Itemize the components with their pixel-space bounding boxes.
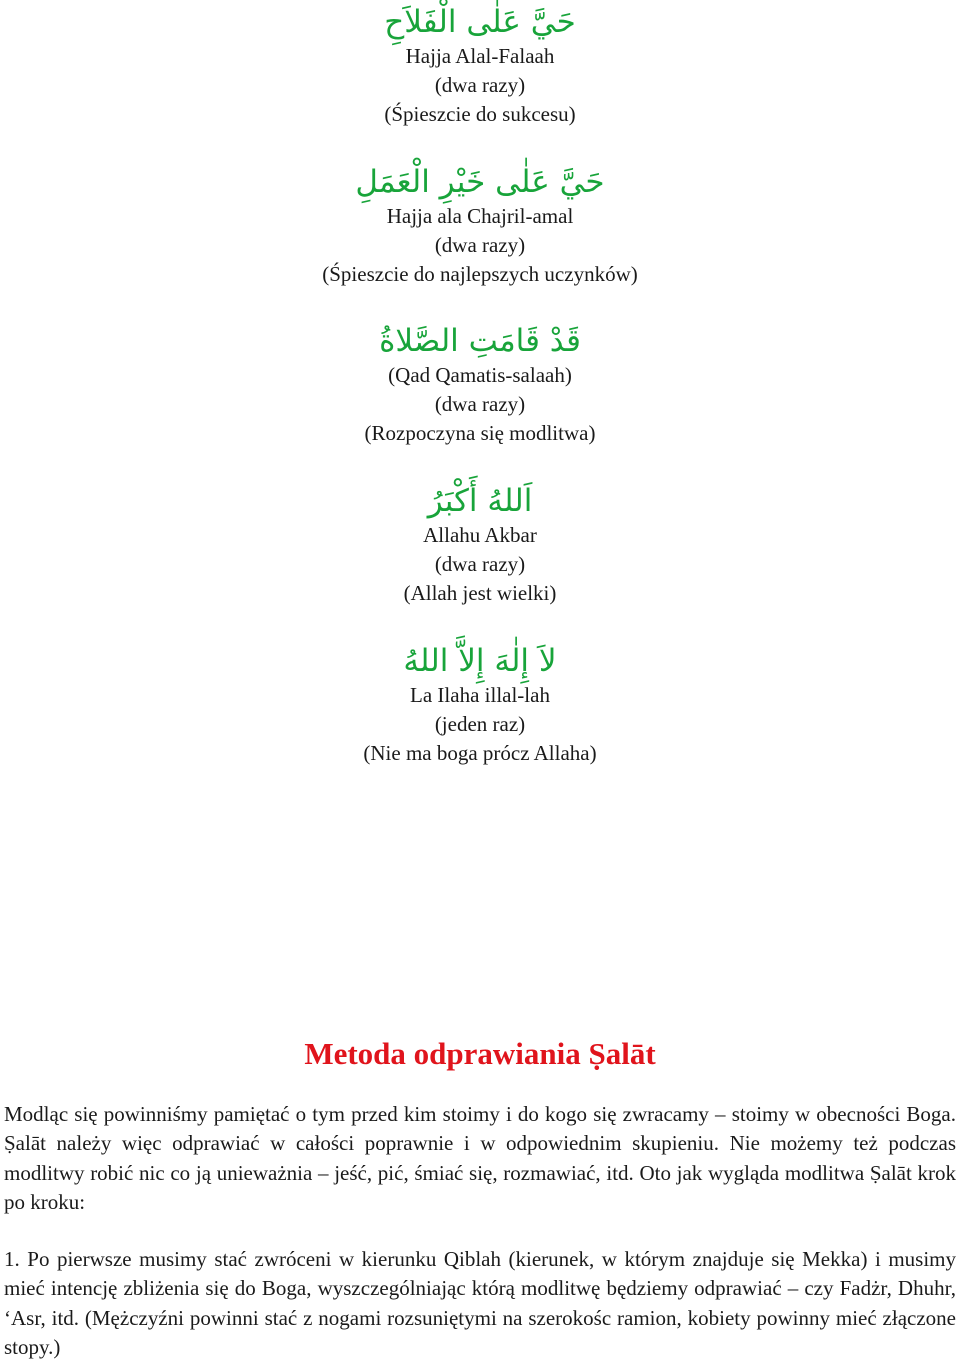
transliteration: Hajja Alal-Falaah: [405, 44, 555, 68]
translation: (Rozpoczyna się modlitwa): [364, 421, 596, 445]
repeat-note: (dwa razy): [434, 73, 526, 97]
adhan-phrase-1: [0, 2, 960, 129]
transliteration: (Qad Qamatis-salaah): [388, 363, 572, 387]
repeat-note: (jeden raz): [434, 712, 526, 736]
repeat-note: (dwa razy): [434, 552, 526, 576]
adhan-phrase-3: [0, 321, 960, 448]
transliteration: Allahu Akbar: [423, 523, 537, 547]
arabic-text: حَيَّ عَلٰى الْفَلاَحِ: [384, 4, 576, 40]
translation: (Nie ma boga prócz Allaha): [363, 741, 597, 765]
arabic-text: اَللهُ أَكْبَرُ: [427, 483, 533, 519]
section-heading: Metoda odprawiania Ṣalāt: [304, 1036, 656, 1071]
repeat-note: (dwa razy): [434, 233, 526, 257]
translation: (Allah jest wielki): [403, 581, 557, 605]
adhan-phrase-2: [0, 162, 960, 289]
transliteration: Hajja ala Chajril-amal: [386, 204, 574, 228]
intro-paragraph: Modląc się powinniśmy pamiętać o tym przed kim stoimy i do kogo się zwracamy – stoimy w obecności Boga. Ṣalāt należy więc odprawiać w całości poprawnie i w odpowiednim skupieniu. Nie możemy też podczas modlitwy robić nic co ją unieważnia – jeść, pić, śmiać się, rozmawiać, itd. Oto jak wygląda modlitwa Ṣalāt krok po kroku:: [4, 1102, 956, 1215]
adhan-phrase-5: [0, 641, 960, 768]
translation: (Śpieszcie do najlepszych uczynków): [322, 262, 638, 286]
repeat-note: (dwa razy): [434, 392, 526, 416]
adhan-phrase-4: [0, 481, 960, 608]
arabic-text: حَيَّ عَلٰى خَيْرِ الْعَمَلِ: [355, 164, 605, 200]
transliteration: La Ilaha illal-lah: [410, 683, 550, 707]
arabic-text: قَدْ قَامَتِ الصَّلاةُ: [379, 323, 581, 359]
translation: (Śpieszcie do sukcesu): [384, 102, 576, 126]
arabic-text: لاَ إِلٰهَ إِلاَّ اللهُ: [403, 643, 557, 679]
step-1-paragraph: 1. Po pierwsze musimy stać zwróceni w kierunku Qiblah (kierunek, w którym znajduje się Mekka) i musimy mieć intencję zbliżenia się do Boga, wyszczególniając którą modlitwę będziemy odprawiać – czy Fadżr, Dhuhr, ‘Asr, itd. (Mężczyźni powinni stać z nogami rozsuniętymi na szerokośc ramion, kobiety powinny mieć złączone stopy.): [4, 1247, 956, 1360]
